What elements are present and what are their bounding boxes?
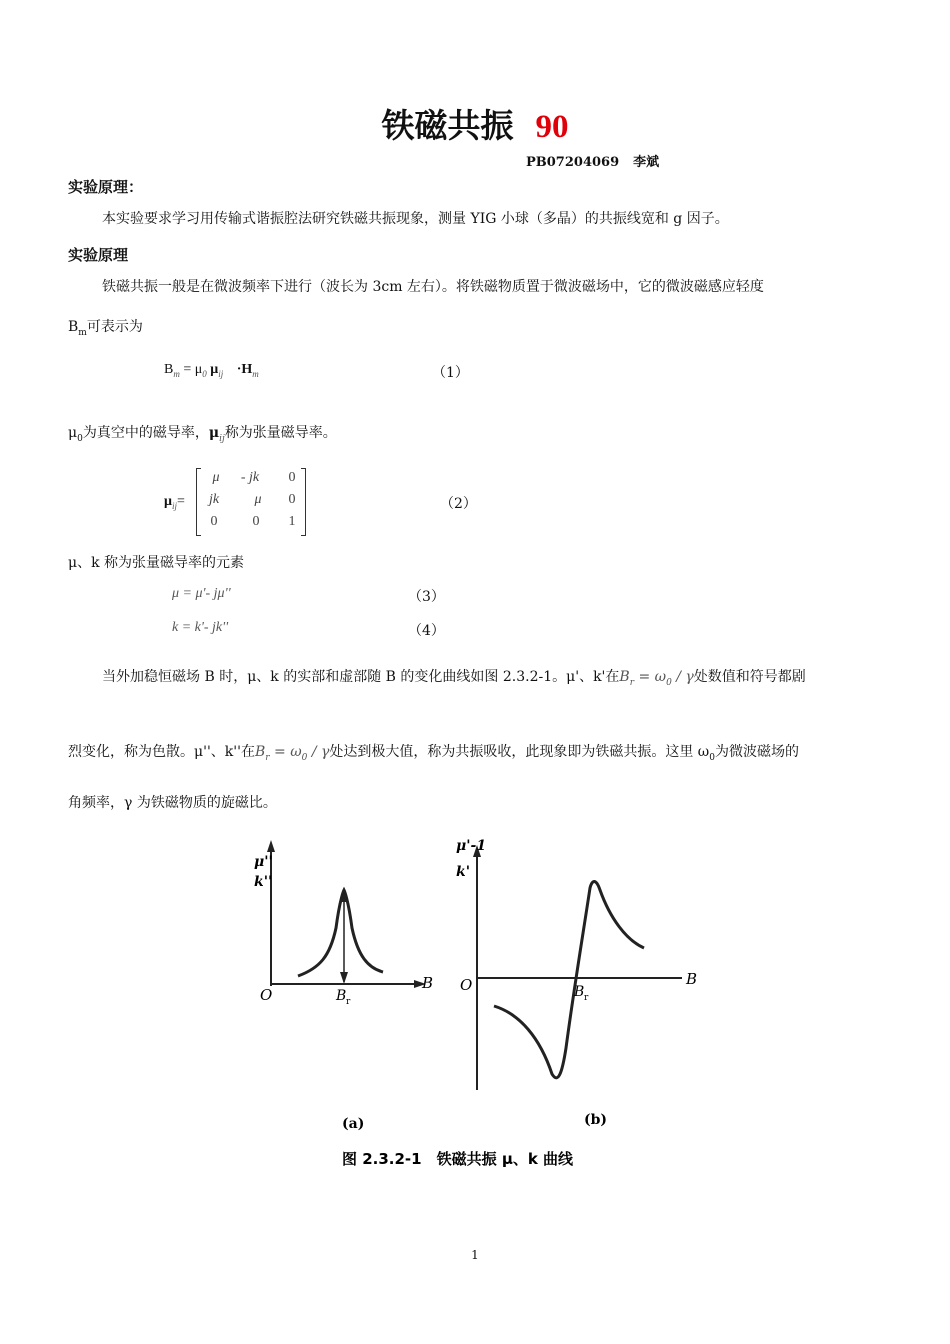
equation-4: k = k'- jk'' [172,620,229,635]
matrix-cell: 0 [288,470,296,485]
equation-2-lhs: $\mu_{ij}=$ [164,494,185,511]
elements-line: μ、k 称为张量磁导率的元素 [68,555,245,571]
a-origin: O [260,986,273,1004]
intro-paragraph: 铁磁共振一般是在微波频率下进行（波长为 3cm 左右）。将铁磁物质置于微波磁场中，它的微波磁感应轻度 [102,279,764,295]
matrix-cell: 0 [252,514,260,529]
permeability-matrix [196,468,306,536]
a-ylabel-mu: μ'' [254,854,273,870]
b-br-label: B [574,984,585,1000]
title-text: 铁磁共振 [381,106,514,145]
equation-1: $B_m = \mu_0$ $\mu_{ij} \cdot H_m$ [164,362,259,379]
b-ylabel-mu: μ'-1 [456,838,487,854]
b-origin: O [460,976,473,994]
author-line [526,151,659,170]
section-heading-principle-2: 实验原理 [68,246,129,264]
score: 90 [535,109,569,145]
author-name: 李斌 [633,155,660,170]
author-id: PB07204069 [526,155,620,170]
curve-paragraph-line-2: 烈变化，称为色散。μ''、k''在$B_r = \omega_0 / \gamma$处达到极大值，称为共振吸收，此现象即为铁磁共振。这里 $\omega_0$为微波磁场的 [68,744,799,763]
equation-3-number: （3） [408,589,445,605]
section-heading-principle-1: 实验原理： [68,178,144,196]
matrix-cell: μ [212,470,220,485]
equation-4-number: （4） [408,623,445,639]
resonance-curves-figure [240,828,698,1178]
purpose-paragraph: 本实验要求学习用传输式谐振腔法研究铁磁共振现象，测量 YIG 小球（多晶）的共振线宽和 g 因子。 [102,211,729,227]
a-ylabel-k: k'' [254,874,273,890]
equation-1-number: （1） [432,365,469,381]
matrix-cell: - jk [240,470,260,485]
equation-2-number: （2） [440,496,477,512]
curve-paragraph-line-1: 当外加稳恒磁场 B 时，μ、k 的实部和虚部随 B 的变化曲线如图 2.3.2-1。μ'、k'在$B_r = \omega_0 / \gamma$处数值和符号都剧 [102,669,806,688]
page-number: 1 [471,1248,479,1262]
a-y-arrow [267,840,275,852]
mu0-description: $\mu_0$为真空中的磁导率，$\mu_{ij}$称为张量磁导率。 [68,425,337,444]
b-subfigure-label: (b) [584,1112,608,1128]
figure-caption: 图 2.3.2-1 铁磁共振 μ、k 曲线 [342,1150,574,1168]
page-title [0,100,950,147]
a-xlabel: B [422,974,434,992]
b-xlabel: B [686,970,698,988]
b-br-sub: r [584,993,589,1003]
curve-paragraph-line-3: 角频率，γ 为铁磁物质的旋磁比。 [68,795,277,811]
matrix-cell: μ [254,492,262,507]
equation-3: μ = μ'- jμ'' [172,586,231,601]
bm-line: $B_m$可表示为 [68,319,143,338]
a-absorption-curve [298,890,383,976]
a-subfigure-label: (a) [342,1116,365,1132]
matrix-cell: 0 [288,492,296,507]
b-dispersion-curve [494,882,644,1078]
matrix-cell: 0 [210,514,218,529]
a-peak-arrow-bottom [340,972,348,984]
a-br-label: B [336,988,347,1004]
matrix-cell: jk [208,492,220,507]
matrix-cell: 1 [288,514,296,529]
b-ylabel-k: k' [456,864,470,880]
a-br-sub: r [346,997,351,1007]
